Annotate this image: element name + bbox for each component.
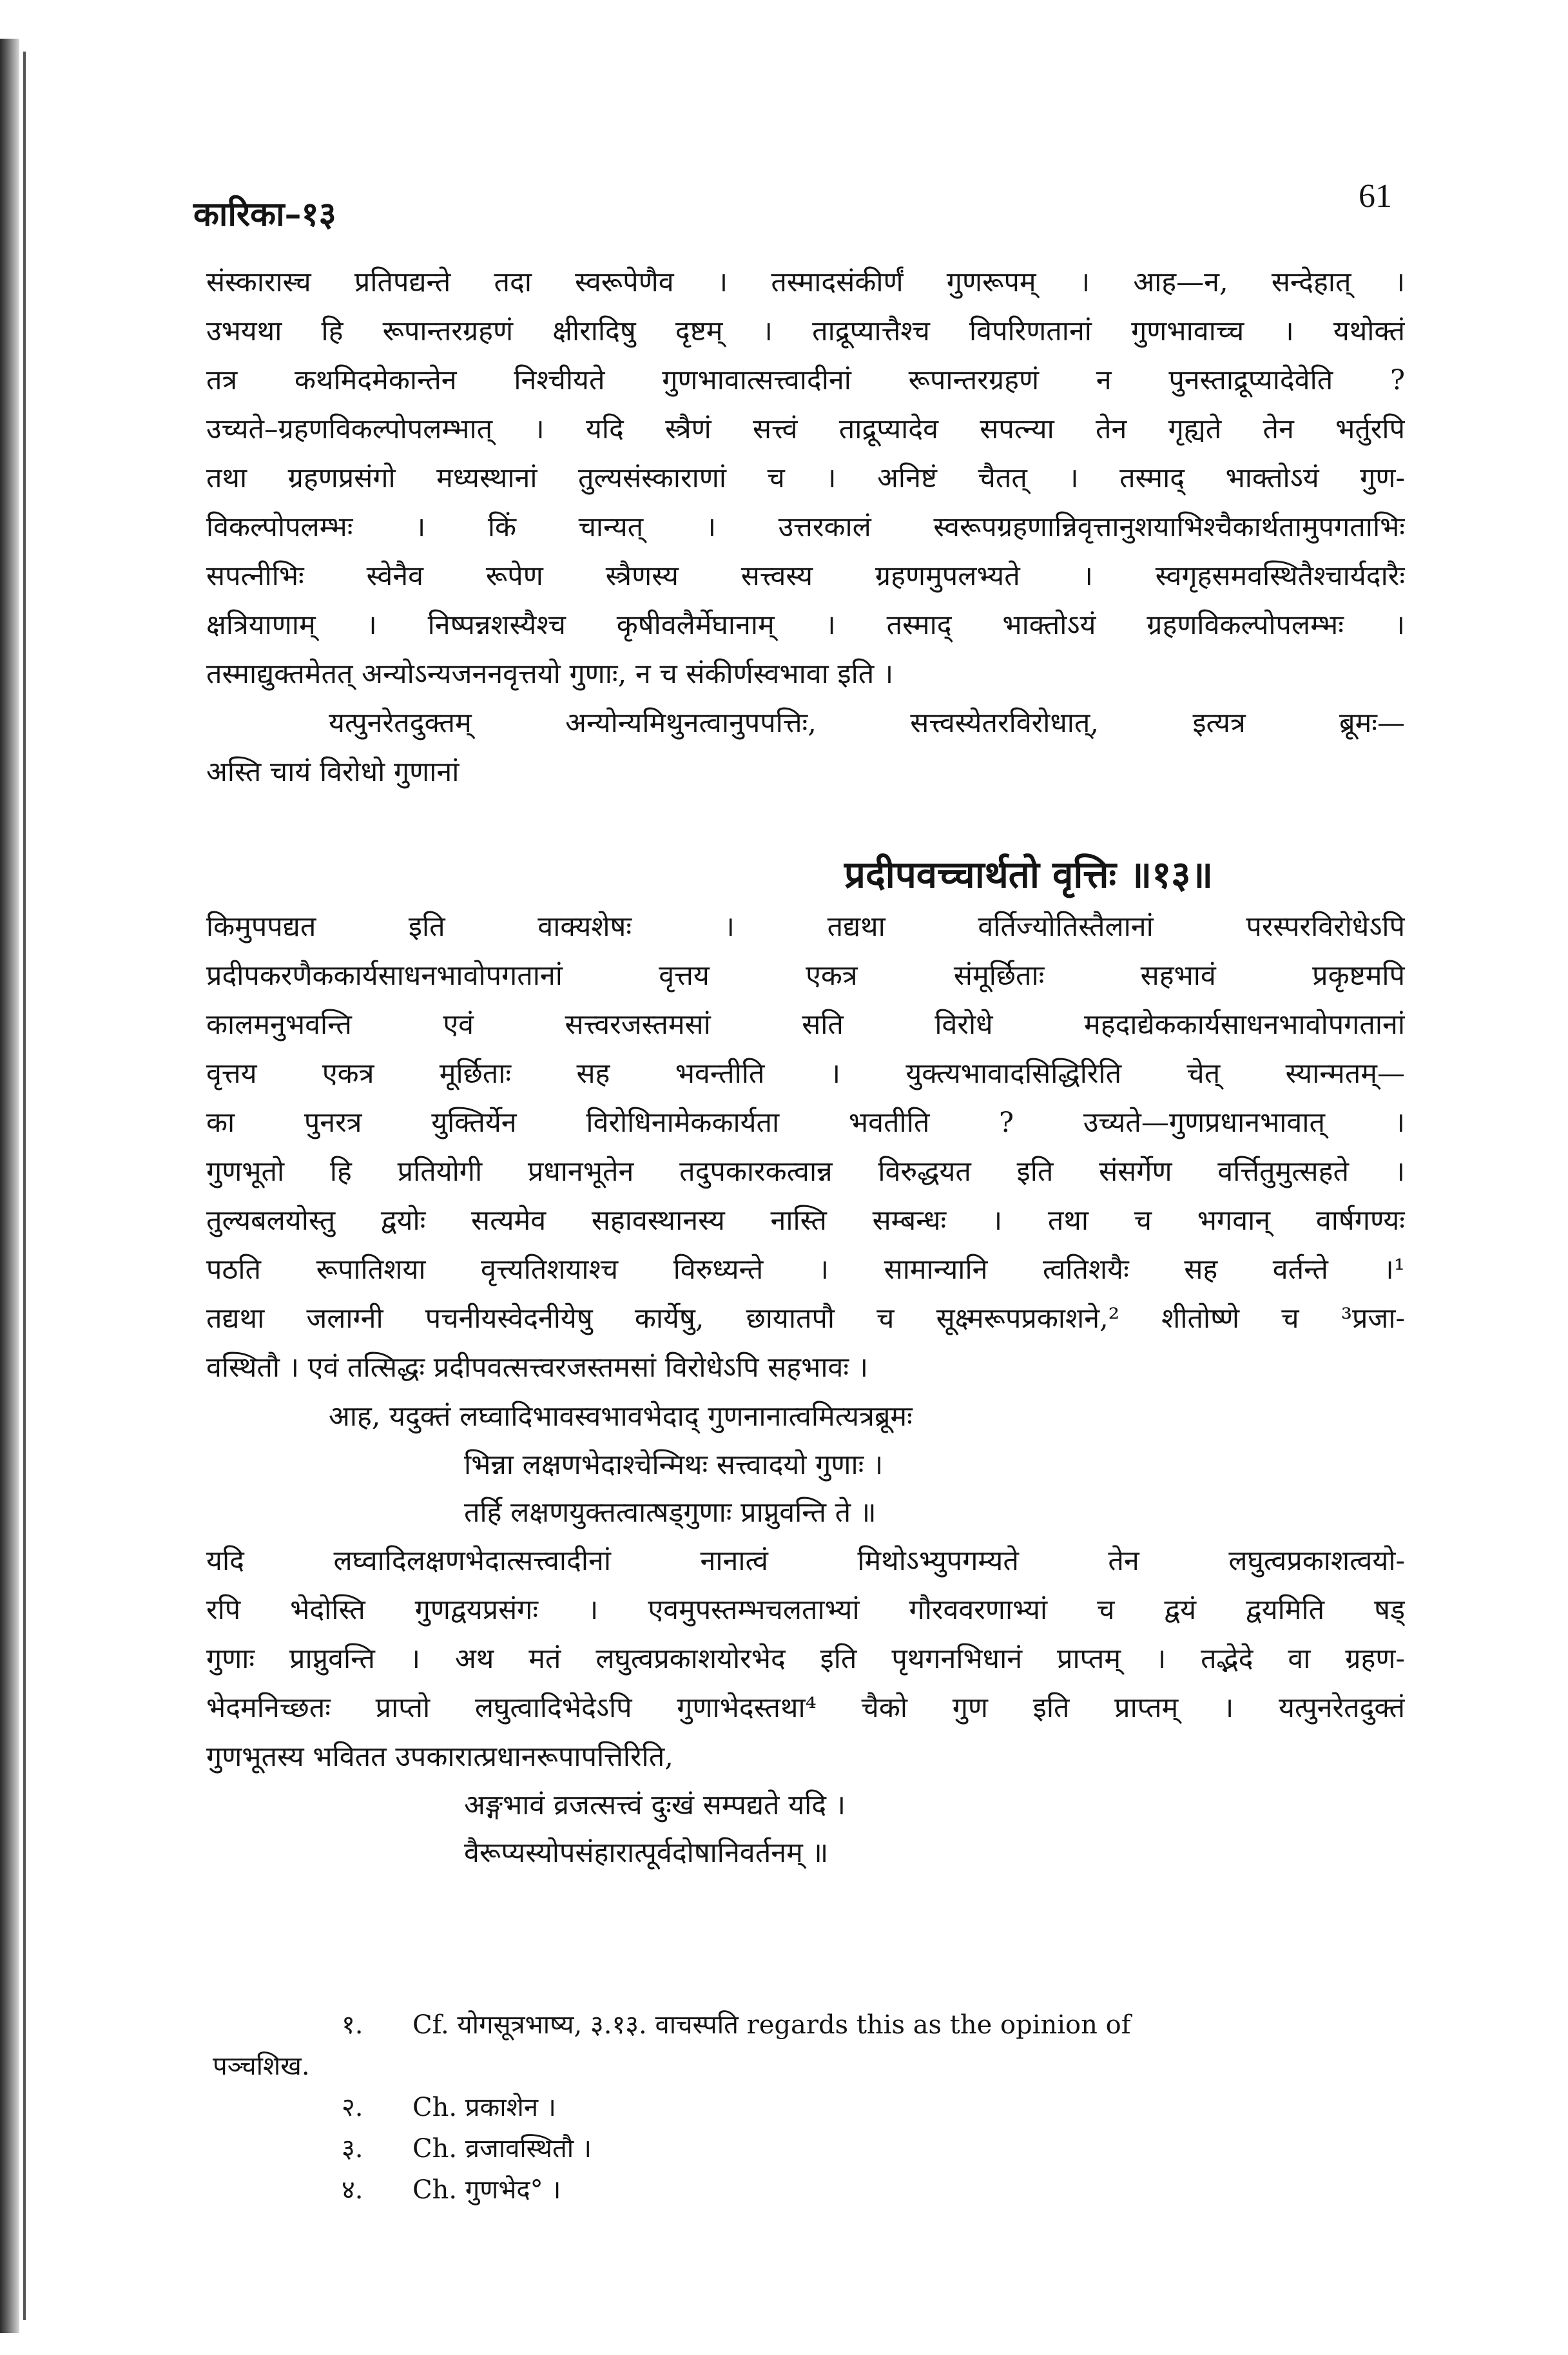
footnote (213, 2087, 1405, 2128)
text-line: गुणाः प्राप्नुवन्ति । अथ मतं लघुत्वप्रकाशयोरभेद इति पृथगनभिधानं प्राप्तम् । तद्भेदे वा ग्रहण- (206, 1643, 1405, 1675)
running-head: कारिका–१३ (193, 195, 336, 234)
footnote (213, 2128, 1405, 2169)
footnote (213, 2004, 1405, 2046)
text-line: संस्कारास्च प्रतिपद्यन्ते तदा स्वरूपेणैव । तस्मादसंकीर्णं गुणरूपम् । आह—न, सन्देहात् । (206, 266, 1405, 298)
verse-line: वैरूप्यस्योपसंहारात्पूर्वदोषानिवर्तनम् ॥ (464, 1837, 829, 1869)
footnote-number: २. (342, 2093, 363, 2122)
text-line: यत्पुनरेतदुक्तम् अन्योन्यमिथुनत्वानुपपत्तिः, सत्त्वस्येतरविरोधात्, इत्यत्र ब्रूमः— (329, 707, 1405, 739)
footnote (213, 2169, 1405, 2211)
text-line: प्रदीपकरणैककार्यसाधनभावोपगतानां वृत्तय एकत्र संमूर्छिताः सहभावं प्रकृष्टमपि (206, 960, 1405, 992)
footnote-number: १. (342, 2010, 363, 2040)
text-line: वृत्तय एकत्र मूर्छिताः सह भवन्तीति । युक्त्यभावादसिद्धिरिति चेत् स्यान्मतम्— (206, 1058, 1405, 1090)
text-line: गुणभूतस्य भवितत उपकारात्प्रधानरूपापत्तिरिति, (206, 1741, 673, 1773)
footnote-number: ३. (342, 2134, 363, 2164)
text-line: तस्माद्युक्तमेतत् अन्योऽन्यजननवृत्तयो गुणाः, न च संकीर्णस्वभावा इति । (206, 658, 894, 690)
verse-line: भिन्ना लक्षणभेदाश्चेन्मिथः सत्त्वादयो गुणाः । (464, 1449, 884, 1481)
text-line: तुल्यबलयोस्तु द्वयोः सत्यमेव सहावस्थानस्य नास्ति सम्बन्धः । तथा च भगवान् वार्षगण्यः (206, 1205, 1405, 1237)
footnote-text: Cf. योगसूत्रभाष्य, ३.१३. वाचस्पति regards this as the opinion of (412, 2010, 1131, 2040)
footnote-text: Ch. गुणभेद° । (412, 2175, 561, 2205)
text-line: तत्र कथमिदमेकान्तेन निश्चीयते गुणभावात्सत्त्वादीनां रूपान्तरग्रहणं न पुनस्ताद्रूप्यादेवेति ? (206, 364, 1405, 396)
verse-line: तर्हि लक्षणयुक्तत्वात्षड्गुणाः प्राप्नुवन्ति ते ॥ (464, 1497, 876, 1529)
text-line: सपत्नीभिः स्वेनैव रूपेण स्त्रैणस्य सत्त्वस्य ग्रहणमुपलभ्यते । स्वगृहसमवस्थितैश्चार्यदारैः (206, 560, 1405, 592)
karika-verse: प्रदीपवच्चार्थतो वृत्तिः ॥१३॥ (844, 853, 1214, 896)
text-line: उच्यते–ग्रहणविकल्पोपलम्भात् । यदि स्त्रैणं सत्त्वं ताद्रूप्यादेव सपत्न्या तेन गृह्यते तेन भर्तुरपि (206, 413, 1405, 445)
text-line: अस्ति चायं विरोधो गुणानां (206, 756, 460, 788)
text-line: पठति रूपातिशया वृत्त्यतिशयाश्च विरुध्यन्ते । सामान्यानि त्वतिशयैः सह वर्तन्ते ।¹ (206, 1254, 1405, 1286)
commentary-block-2 (206, 902, 1405, 1877)
text-line: किमुपपद्यत इति वाक्यशेषः । तद्यथा वर्तिज्योतिस्तैलानां परस्परविरोधेऽपि (206, 911, 1405, 943)
text-line: तद्यथा जलाग्नी पचनीयस्वेदनीयेषु कार्येषु, छायातपौ च सूक्ष्मरूपप्रकाशने,² शीतोष्णे च ³प्रजा- (206, 1303, 1405, 1335)
text-line: वस्थितौ । एवं तत्सिद्धः प्रदीपवत्सत्त्वरजस्तमसां विरोधेऽपि सहभावः । (206, 1352, 869, 1384)
text-line: गुणभूतो हि प्रतियोगी प्रधानभूतेन तदुपकारकत्वान्न विरुद्धयत इति संसर्गेण वर्त्तितुमुत्सहते । (206, 1156, 1405, 1188)
text-line: भेदमनिच्छतः प्राप्तो लघुत्वादिभेदेऽपि गुणाभेदस्तथा⁴ चैको गुण इति प्राप्तम् । यत्पुनरेतदुक्तं (206, 1692, 1405, 1724)
text-line: आह, यदुक्तं लघ्वादिभावस्वभावभेदाद् गुणनानात्वमित्यत्रब्रूमः (329, 1400, 913, 1433)
footnote-text: Ch. प्रकाशेन । (412, 2093, 556, 2122)
footnote-text: पञ्चशिख. (213, 2051, 310, 2081)
text-line: उभयथा हि रूपान्तरग्रहणं क्षीरादिषु दृष्टम् । ताद्रूप्यात्तैश्च विपरिणतानां गुणभावाच्च । यथोक्तं (206, 315, 1405, 347)
page-number: 61 (1359, 178, 1392, 215)
text-line: का पुनरत्र युक्तिर्येन विरोधिनामेककार्यता भवतीति ? उच्यते—गुणप्रधानभावात् । (206, 1107, 1405, 1139)
text-line: विकल्पोपलम्भः । किं चान्यत् । उत्तरकालं स्वरूपग्रहणान्निवृत्तानुशयाभिश्चैकार्थतामुपगताभिः (206, 511, 1405, 543)
verse-line: अङ्गभावं व्रजत्सत्त्वं दुःखं सम्पद्यते यदि । (464, 1789, 846, 1821)
page-header (193, 177, 1392, 235)
text-line: रपि भेदोस्ति गुणद्वयप्रसंगः । एवमुपस्तम्भचलताभ्यां गौरववरणाभ्यां च द्वयं द्वयमिति षड् (206, 1594, 1405, 1626)
commentary-block-1 (206, 258, 1405, 797)
text-line: तथा ग्रहणप्रसंगो मध्यस्थानां तुल्यसंस्काराणां च । अनिष्टं चैतत् । तस्माद् भाक्तोऽयं गुण- (206, 462, 1405, 494)
text-line: कालमनुभवन्ति एवं सत्त्वरजस्तमसां सति विरोधे महदाद्येककार्यसाधनभावोपगतानां (206, 1009, 1405, 1041)
text-line: यदि लघ्वादिलक्षणभेदात्सत्त्वादीनां नानात्वं मिथोऽभ्युपगम्यते तेन लघुत्वप्रकाशत्वयो- (206, 1545, 1405, 1577)
footnote (213, 2046, 1405, 2087)
text-line: क्षत्रियाणाम् । निष्पन्नशस्यैश्च कृषीवलैर्मेघानाम् । तस्माद् भाक्तोऽयं ग्रहणविकल्पोपलम्भः । (206, 609, 1405, 641)
binding-shadow-line (23, 52, 26, 2320)
footnote-text: Ch. व्रजावस्थितौ । (412, 2134, 592, 2164)
footnote-number: ४. (342, 2175, 363, 2205)
book-binding-edge (0, 39, 19, 2333)
footnotes (213, 2004, 1405, 2211)
